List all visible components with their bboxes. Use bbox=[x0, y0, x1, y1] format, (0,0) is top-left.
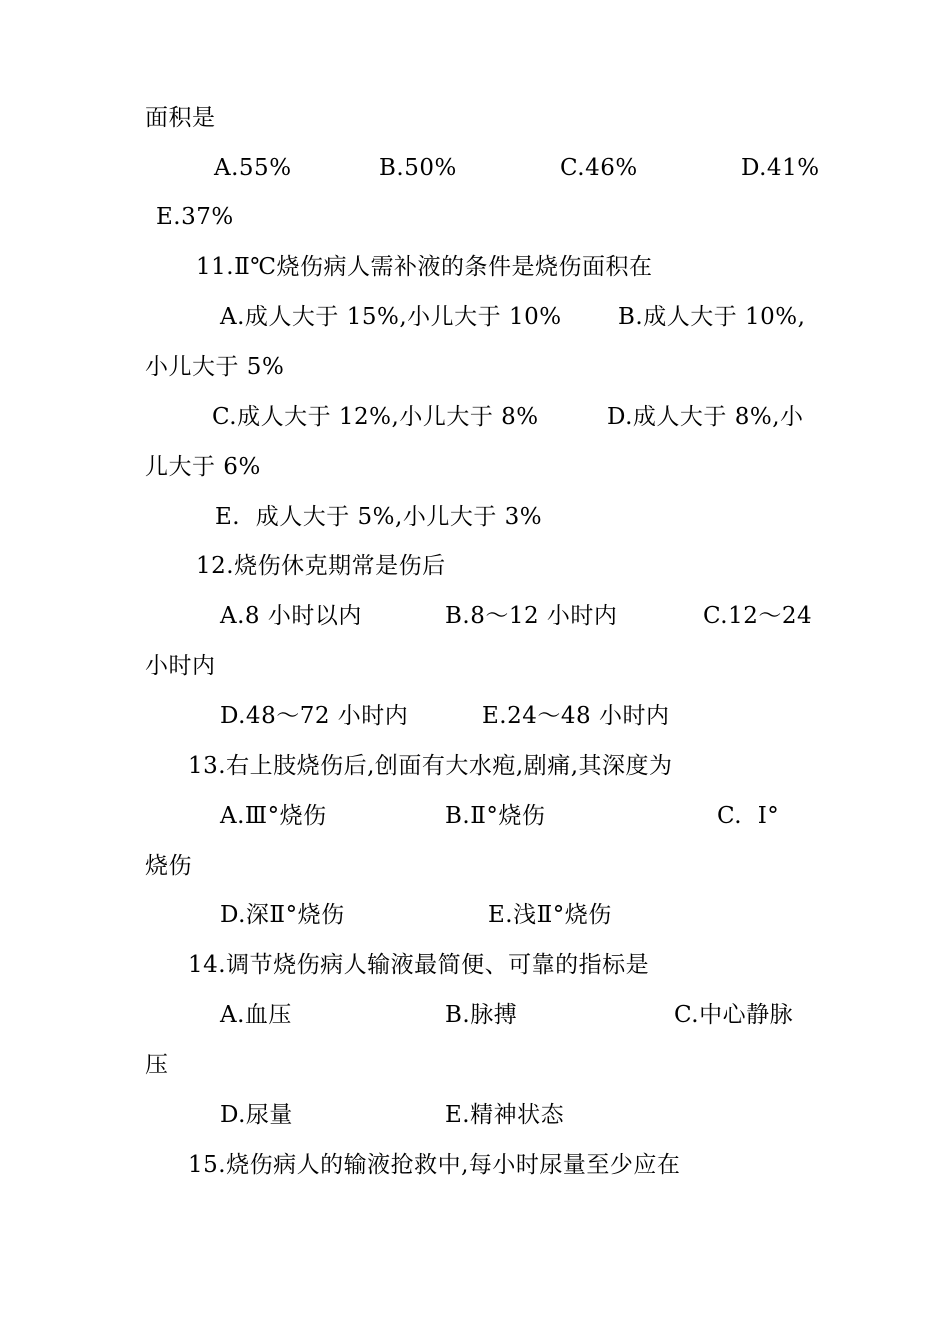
q14-option-d: D.尿量 bbox=[220, 1102, 293, 1128]
q11-option-e: E. 成人大于 5%,小儿大于 3% bbox=[215, 504, 543, 530]
q13-option-c: C. Ⅰ° bbox=[717, 803, 780, 829]
q12-option-d: D.48～72 小时内 bbox=[220, 703, 409, 729]
q10-option-c: C.46% bbox=[560, 155, 638, 181]
q12-option-e: E.24～48 小时内 bbox=[482, 703, 670, 729]
q11-option-d: D.成人大于 8%,小 bbox=[607, 404, 804, 430]
q11-option-c: C.成人大于 12%,小儿大于 8% bbox=[212, 404, 539, 430]
q13-option-b: B.Ⅱ°烧伤 bbox=[445, 803, 546, 829]
q12-option-c: C.12～24 bbox=[703, 603, 813, 629]
q10-option-a: A.55% bbox=[214, 155, 292, 181]
q11-stem: 11.Ⅱ℃烧伤病人需补液的条件是烧伤面积在 bbox=[196, 254, 653, 280]
q14-option-e: E.精神状态 bbox=[445, 1102, 565, 1128]
q10-option-e: E.37% bbox=[156, 204, 234, 230]
q14-stem: 14.调节烧伤病人输液最简便、可靠的指标是 bbox=[188, 952, 650, 978]
q12-option-c-wrap: 小时内 bbox=[145, 653, 216, 679]
q11-option-b: B.成人大于 10%, bbox=[618, 304, 806, 330]
q12-option-a: A.8 小时以内 bbox=[220, 603, 362, 629]
q11-option-d-wrap: 儿大于 6% bbox=[145, 454, 261, 480]
q10-option-d: D.41% bbox=[741, 155, 820, 181]
q14-option-c-wrap: 压 bbox=[145, 1052, 169, 1078]
q14-option-c: C.中心静脉 bbox=[674, 1002, 794, 1028]
q11-option-a: A.成人大于 15%,小儿大于 10% bbox=[220, 304, 562, 330]
q13-option-d: D.深Ⅱ°烧伤 bbox=[220, 902, 345, 928]
q12-stem: 12.烧伤休克期常是伤后 bbox=[196, 553, 446, 579]
q15-stem: 15.烧伤病人的输液抢救中,每小时尿量至少应在 bbox=[188, 1152, 681, 1178]
q14-option-b: B.脉搏 bbox=[445, 1002, 518, 1028]
q14-option-a: A.血压 bbox=[220, 1002, 292, 1028]
q13-stem: 13.右上肢烧伤后,创面有大水疱,剧痛,其深度为 bbox=[188, 753, 673, 779]
q10-stem-tail: 面积是 bbox=[145, 105, 216, 131]
q10-option-b: B.50% bbox=[379, 155, 457, 181]
q13-option-e: E.浅Ⅱ°烧伤 bbox=[488, 902, 612, 928]
q11-option-b-wrap: 小儿大于 5% bbox=[145, 354, 285, 380]
q13-option-a: A.Ⅲ°烧伤 bbox=[220, 803, 327, 829]
q13-option-c-wrap: 烧伤 bbox=[145, 853, 192, 879]
q12-option-b: B.8～12 小时内 bbox=[445, 603, 618, 629]
